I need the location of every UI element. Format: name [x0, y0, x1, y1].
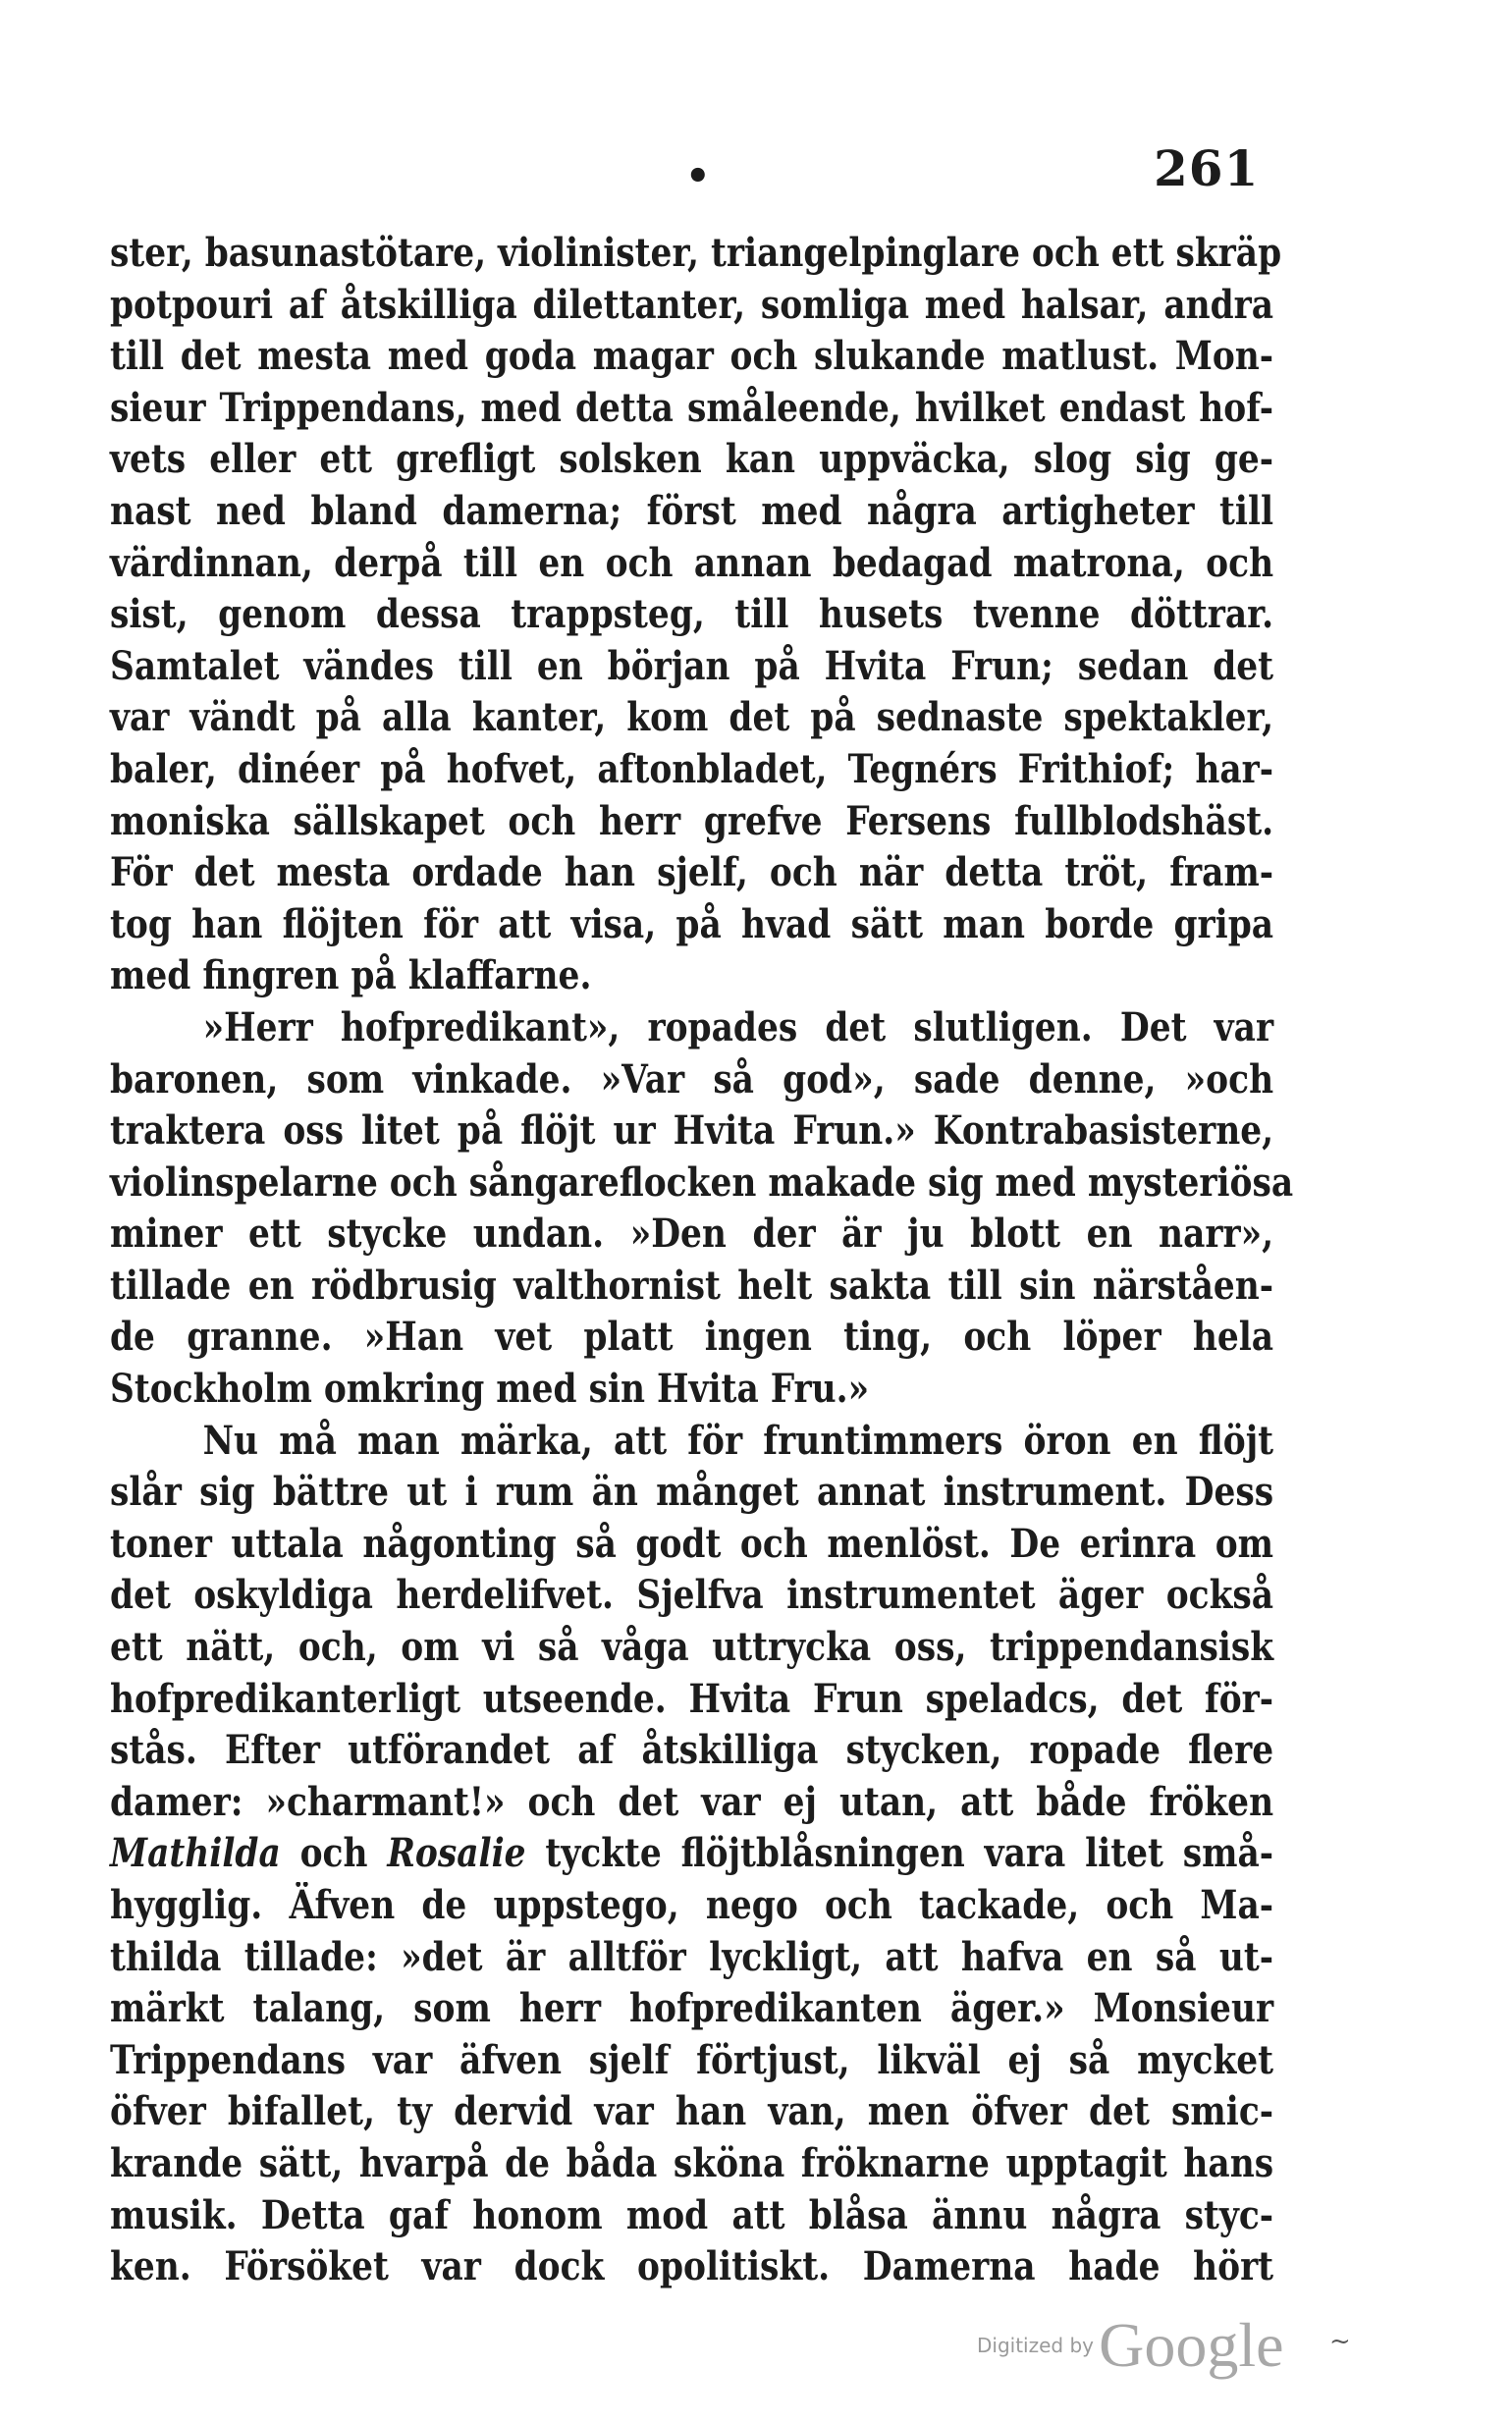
watermark-prefix: Digitized by [977, 2334, 1094, 2357]
text-line: ken. Försöket var dock opolitiskt. Damerna hade hört [110, 2243, 1274, 2290]
text-line: Stockholm omkring med sin Hvita Fru.» [110, 1366, 870, 1413]
text-line: tog han flöjten för att visa, på hvad sätt man borde gripa [110, 900, 1274, 947]
text-line: värdinnan, derpå till en och annan bedagad matrona, och [110, 539, 1274, 586]
header-dot: • [685, 153, 711, 199]
text-line: traktera oss litet på flöjt ur Hvita Frun.» Kontrabasisterne, [110, 1107, 1274, 1155]
text-line: damer: »charmant!» och det var ej utan, att både fröken [110, 1778, 1274, 1825]
text-line: ett nätt, och, om vi så våga uttrycka oss, trippendansisk [110, 1624, 1274, 1671]
text-line: öfver bifallet, ty dervid var han van, men öfver det smic- [110, 2088, 1274, 2135]
text-line: violinspelarne och sångareflocken makade sig med mysteriösa [110, 1158, 1294, 1206]
text-line: nast ned bland damerna; först med några artigheter till [110, 487, 1274, 534]
text-line: baronen, som vinkade. »Var så god», sade denne, »och [110, 1055, 1274, 1103]
text-line: thilda tillade: »det är alltför lyckligt, att hafva en så ut- [110, 1933, 1274, 1980]
text-line: baler, dinéer på hofvet, aftonbladet, Tegnérs Frithiof; har- [110, 745, 1274, 792]
text-line: stås. Efter utförandet af åtskilliga stycken, ropade flere [110, 1727, 1274, 1774]
text-line: moniska sällskapet och herr grefve Fersens fullblodshäst. [110, 797, 1274, 844]
text-line: till det mesta med goda magar och slukande matlust. Mon- [110, 333, 1274, 380]
text-line: Nu må man märka, att för fruntimmers öron en flöjt [202, 1417, 1274, 1464]
text-line: ster, basunastötare, violinister, triangelpinglare och ett skräp [110, 230, 1282, 276]
text-line: slår sig bättre ut i rum än månget annat instrument. Dess [110, 1469, 1274, 1516]
text-line: Samtalet vändes till en början på Hvita Frun; sedan det [110, 642, 1274, 689]
text-line: märkt talang, som herr hofpredikanten äger.» Monsieur [110, 1985, 1274, 2032]
text-line: Trippendans var äfven sjelf förtjust, likväl ej så mycket [110, 2036, 1274, 2083]
text-line: det oskyldiga herdelifvet. Sjelfva instrumentet äger också [110, 1572, 1274, 1619]
text-line: miner ett stycke undan. »Den der är ju blott en narr», [110, 1211, 1274, 1258]
text-line: vets eller ett grefligt solsken kan uppväcka, slog sig ge- [110, 436, 1274, 483]
body-text [110, 228, 1294, 2293]
text-line: Mathilda och Rosalie tyckte flöjtblåsningen vara litet små- [110, 1830, 1274, 1877]
text-line: sist, genom dessa trappsteg, till husets tvenne döttrar. [110, 591, 1274, 638]
text-line: hofpredikanterligt utseende. Hvita Frun speladcs, det för- [110, 1675, 1274, 1722]
text-line: musik. Detta gaf honom mod att blåsa ännu några styc- [110, 2191, 1274, 2238]
digitized-watermark [977, 2309, 1284, 2382]
text-line: hygglig. Äfven de uppstego, nego och tackade, och Ma- [110, 1882, 1274, 1928]
watermark-brand: Google [1099, 2310, 1284, 2380]
emphasis-name: Mathilda [110, 1830, 281, 1877]
text-line: toner uttala någonting så godt och menlöst. De erinra om [110, 1520, 1274, 1567]
text-line: krande sätt, hvarpå de båda sköna fröknarne upptagit hans [110, 2139, 1274, 2186]
text-line: med fingren på klaffarne. [110, 952, 592, 999]
text-line: de granne. »Han vet platt ingen ting, och löper hela [110, 1314, 1274, 1361]
text-line: tillade en rödbrusig valthornist helt sakta till sin närståen- [110, 1262, 1274, 1309]
text-line: »Herr hofpredikant», ropades det slutligen. Det var [202, 1003, 1274, 1050]
text-line: sieur Trippendans, med detta småleende, hvilket endast hof- [110, 384, 1274, 431]
margin-mark: ~ [1329, 2327, 1351, 2356]
text-line: var vändt på alla kanter, kom det på sednaste spektakler, [110, 694, 1274, 741]
emphasis-name: Rosalie [387, 1830, 526, 1877]
page-number: 261 [1154, 139, 1260, 197]
text-line: För det mesta ordade han sjelf, och när detta tröt, fram- [110, 849, 1274, 896]
text-line: potpouri af åtskilliga dilettanter, somliga med halsar, andra [110, 281, 1274, 328]
